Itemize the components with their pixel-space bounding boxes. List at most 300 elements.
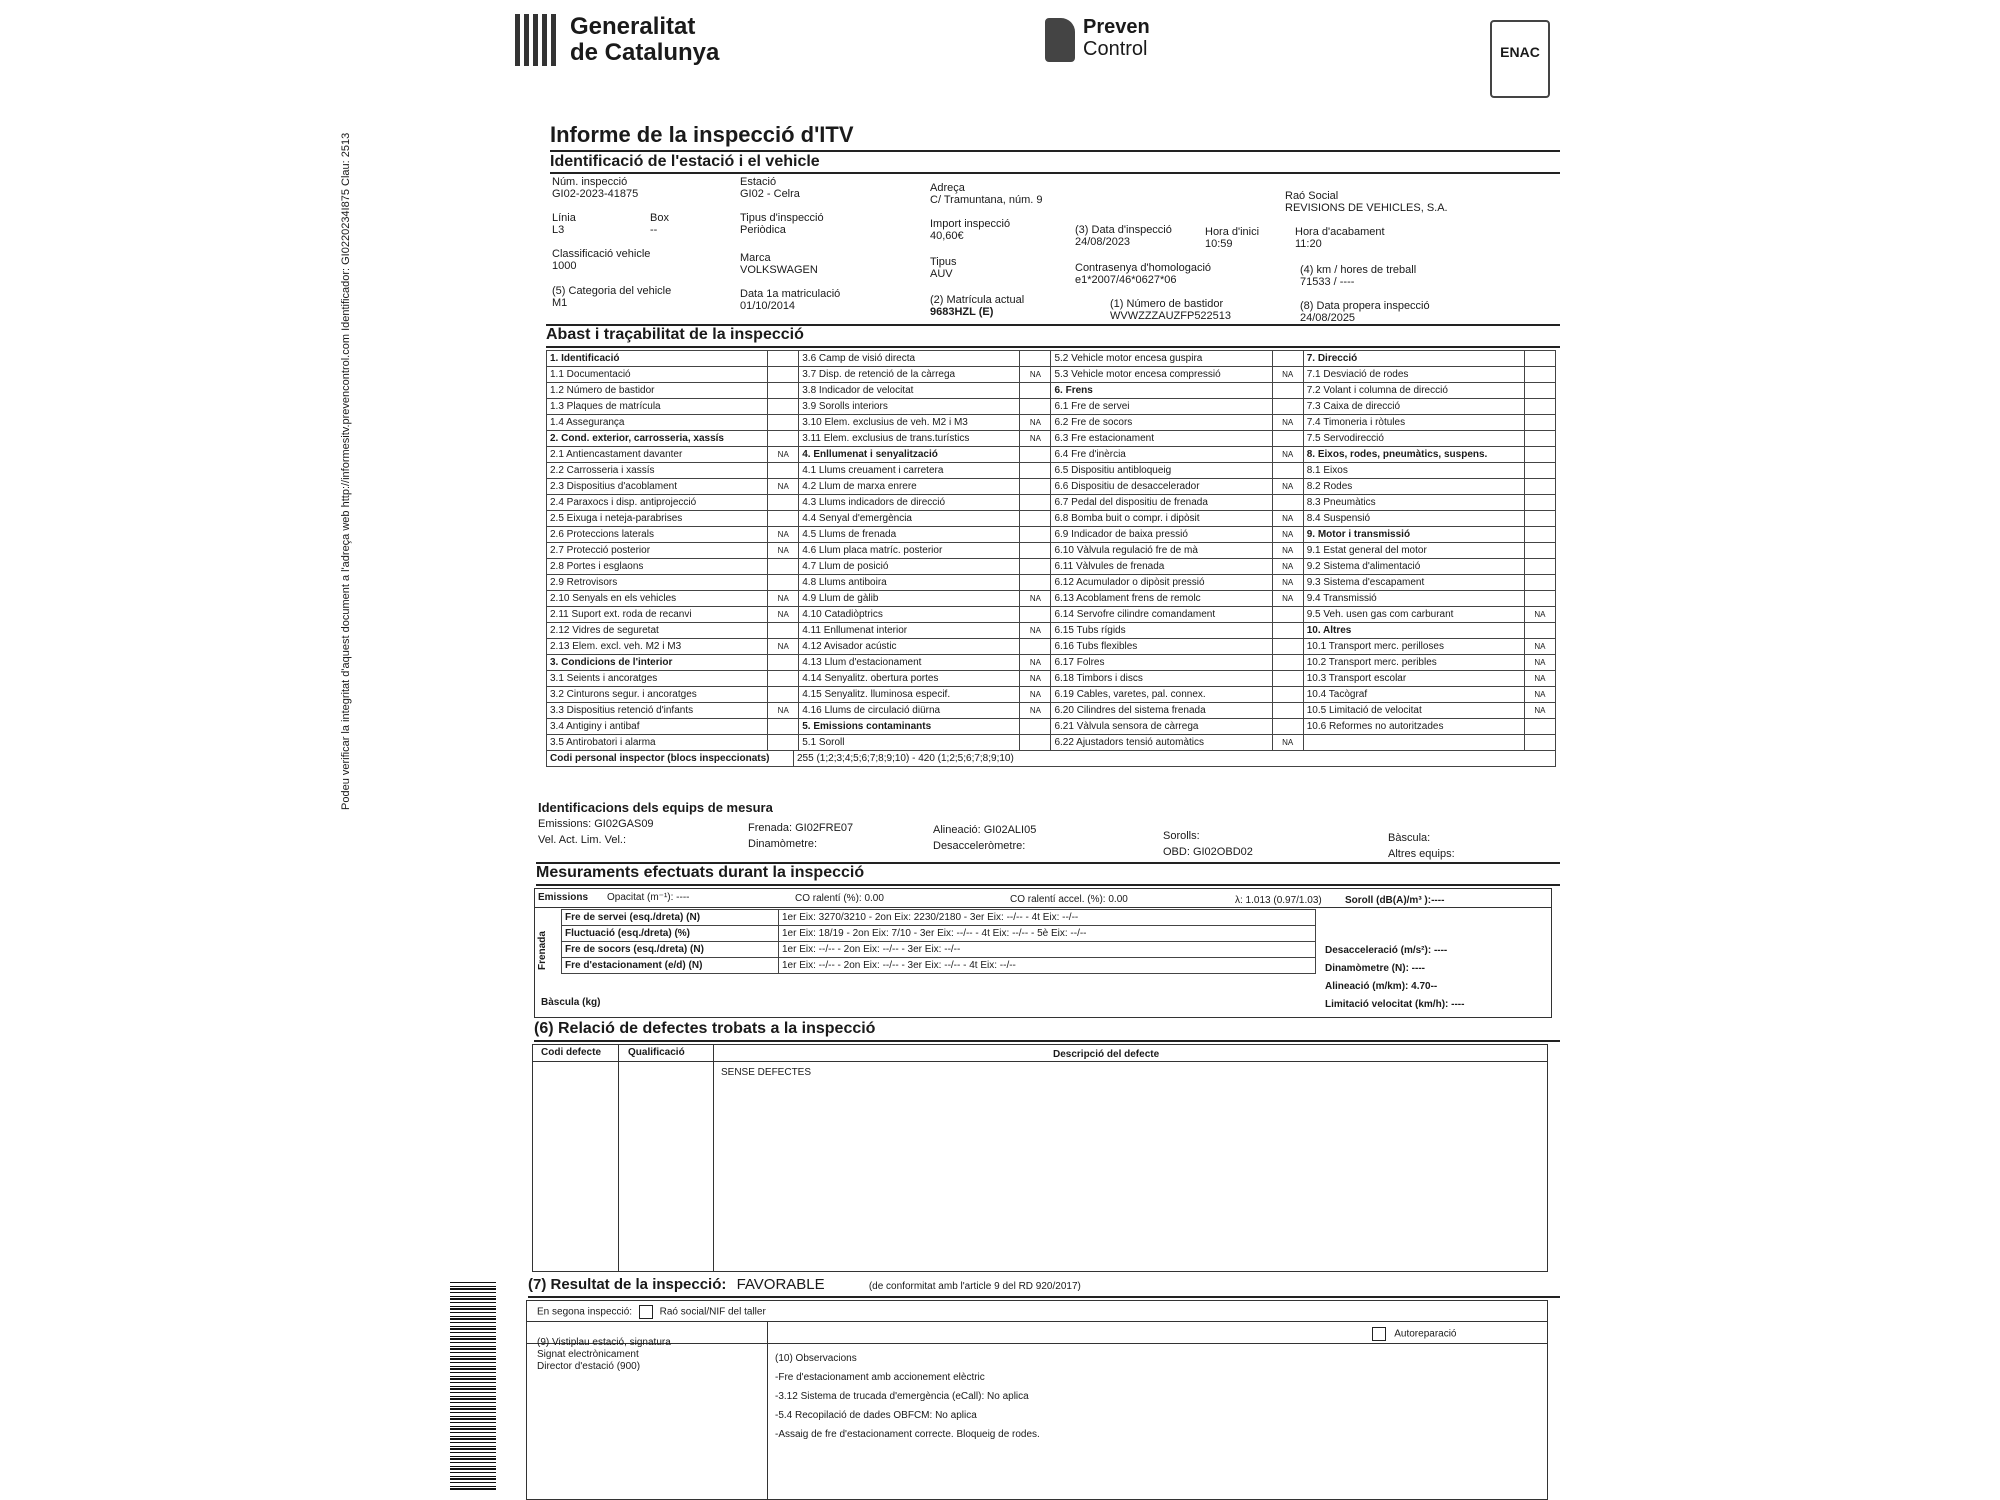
- field-hora-acabament: Hora d'acabament 11:20: [1295, 226, 1385, 250]
- scope-row: [547, 527, 1556, 543]
- scope-item: 9.3 Sistema d'escapament: [1303, 575, 1524, 591]
- preven-control-logo-icon: [1045, 18, 1075, 62]
- scope-item-na: [1272, 687, 1303, 703]
- scope-item: 9. Motor i transmissió: [1303, 527, 1524, 543]
- scope-item: 8.2 Rodes: [1303, 479, 1524, 495]
- autoreparacio-checkbox[interactable]: [1372, 1327, 1386, 1341]
- scope-item-na: NA: [1272, 575, 1303, 591]
- autoreparacio: Autoreparació: [1372, 1327, 1457, 1341]
- scope-row: [547, 607, 1556, 623]
- scope-row: [547, 351, 1556, 367]
- scope-row: [547, 559, 1556, 575]
- scope-item: 5.1 Soroll: [799, 735, 1020, 751]
- inspector-value: 255 (1;2;3;4;5;6;7;8;9;10) - 420 (1;2;5;6;7;8;9;10): [794, 751, 1556, 767]
- scope-row: [547, 431, 1556, 447]
- scope-item: 3.5 Antirobatori i alarma: [547, 735, 768, 751]
- col-descripcio: Descripció del defecte: [1053, 1049, 1160, 1060]
- scope-item: 7.4 Timoneria i ròtules: [1303, 415, 1524, 431]
- scope-item: 7.5 Servodirecció: [1303, 431, 1524, 447]
- scope-item: 6.15 Tubs rígids: [1051, 623, 1272, 639]
- scope-item: 3.8 Indicador de velocitat: [799, 383, 1020, 399]
- scope-row: [547, 671, 1556, 687]
- scope-item: 3.6 Camp de visió directa: [799, 351, 1020, 367]
- scope-item: 10.6 Reformes no autoritzades: [1303, 719, 1524, 735]
- scope-item: 5.2 Vehicle motor encesa guspira: [1051, 351, 1272, 367]
- scope-item-na: NA: [1524, 703, 1555, 719]
- scope-item-na: NA: [1524, 639, 1555, 655]
- scope-item-na: [768, 687, 799, 703]
- scope-row: [547, 415, 1556, 431]
- scope-item-na: [1020, 607, 1051, 623]
- scope-row: [547, 703, 1556, 719]
- scope-item-na: [1524, 351, 1555, 367]
- scope-item-na: [1272, 655, 1303, 671]
- scope-item-na: [1524, 591, 1555, 607]
- scope-item: 4.11 Enllumenat interior: [799, 623, 1020, 639]
- scope-item-na: [1020, 351, 1051, 367]
- scope-item: 4.16 Llums de circulació diürna: [799, 703, 1020, 719]
- scope-item: 4.3 Llums indicadors de direcció: [799, 495, 1020, 511]
- scope-item-na: NA: [1020, 655, 1051, 671]
- scope-item-na: [1272, 431, 1303, 447]
- scope-item: 6.4 Fre d'inèrcia: [1051, 447, 1272, 463]
- scope-item-na: [768, 655, 799, 671]
- scope-item-na: [1524, 463, 1555, 479]
- scope-row: [547, 735, 1556, 751]
- scope-item: 1. Identificació: [547, 351, 768, 367]
- scope-item-na: [1020, 495, 1051, 511]
- scope-item-na: [768, 351, 799, 367]
- scope-item-na: [1272, 351, 1303, 367]
- scope-item: 2.7 Protecció posterior: [547, 543, 768, 559]
- field-num-inspeccio: Núm. inspecció GI02-2023-41875: [552, 176, 639, 200]
- scope-table: [546, 350, 1556, 751]
- scope-item-na: NA: [768, 639, 799, 655]
- scope-item: 2.12 Vidres de seguretat: [547, 623, 768, 639]
- scope-item: 2.11 Suport ext. roda de recanvi: [547, 607, 768, 623]
- scope-item: 3.9 Sorolls interiors: [799, 399, 1020, 415]
- scope-item-na: NA: [768, 703, 799, 719]
- scope-grid: [546, 350, 1556, 767]
- field-marca: Marca VOLKSWAGEN: [740, 252, 818, 276]
- scope-item-na: [1524, 495, 1555, 511]
- field-tipus: Tipus AUV: [930, 256, 957, 280]
- scope-item-na: [768, 623, 799, 639]
- scope-item-na: [768, 463, 799, 479]
- second-inspection: En segona inspecció: Raó social/NIF del taller: [537, 1306, 766, 1318]
- scope-item: 4.4 Senyal d'emergència: [799, 511, 1020, 527]
- equipment-frenada: Frenada: GI02FRE07: [748, 822, 854, 834]
- scope-item: 5.3 Vehicle motor encesa compressió: [1051, 367, 1272, 383]
- scope-item: 1.2 Número de bastidor: [547, 383, 768, 399]
- field-propera: (8) Data propera inspecció 24/08/2025: [1300, 300, 1430, 324]
- emissions-row: Emissions Opacitat (m⁻¹): ---- CO ralentí (%): 0.00 CO ralentí accel. (%): 0.00 λ: 1.013 (0.97/1.03) Soroll (dB(A)/m³ ):----: [535, 889, 1551, 908]
- scope-item-na: [1524, 431, 1555, 447]
- scope-item-na: NA: [1272, 527, 1303, 543]
- scope-item: 3. Condicions de l'interior: [547, 655, 768, 671]
- scope-item-na: [1524, 559, 1555, 575]
- field-box: Box --: [650, 212, 669, 236]
- preven-control-name: [1083, 16, 1150, 60]
- scope-item: 4.9 Llum de gàlib: [799, 591, 1020, 607]
- scope-item-na: [1272, 383, 1303, 399]
- scope-item-na: NA: [1272, 447, 1303, 463]
- field-data-matriculacio: Data 1a matriculació 01/10/2014: [740, 288, 841, 312]
- equipment-list: [538, 818, 1558, 858]
- result-line: (7) Resultat de la inspecció: FAVORABLE (de conformitat amb l'article 9 del RD 920/2017): [528, 1276, 1081, 1293]
- defects-heading: (6) Relació de defectes trobats a la inspecció: [534, 1020, 876, 1037]
- field-linia: Línia L3: [552, 212, 576, 236]
- scope-item: 10. Altres: [1303, 623, 1524, 639]
- brake-rows: Fre de servei (esq./dreta) (N) 1er Eix: 3270/3210 - 2on Eix: 2230/2180 - 3er Eix: --/-- - 4t Eix: --/-- Fluctuació (esq./dreta) (%) 1er Eix: 18/19 - 2on Eix: 7/10 - 3er Eix: --/-- - 4t Eix: --/-- - 5è Eix: --/-- Fre de socors (esq./dreta) (N) 1er Eix: --/-- - 2on Eix: --/-- - 3er Eix: --/-- Fre d'estacionament (e/d) (N) 1er Eix: --/-- - 2on Eix: --/-- - 3er Eix: --/-- - 4t Eix: --/--: [561, 909, 1316, 974]
- scope-row: [547, 655, 1556, 671]
- scope-item-na: NA: [1020, 687, 1051, 703]
- scope-item-na: [768, 399, 799, 415]
- scope-item-na: NA: [1524, 671, 1555, 687]
- scope-item: 4.12 Avisador acústic: [799, 639, 1020, 655]
- scope-item-na: NA: [1020, 415, 1051, 431]
- field-km: (4) km / hores de treball 71533 / ----: [1300, 264, 1417, 288]
- scope-item: 10.4 Tacògraf: [1303, 687, 1524, 703]
- scope-item-na: NA: [1020, 671, 1051, 687]
- scope-item-na: [1524, 367, 1555, 383]
- field-data-inspeccio: (3) Data d'inspecció 24/08/2023: [1075, 224, 1172, 248]
- scope-item: 2.10 Senyals en els vehicles: [547, 591, 768, 607]
- scope-item: 4.10 Catadiòptrics: [799, 607, 1020, 623]
- field-bastidor: (1) Número de bastidor WVWZZZAUZFP522513: [1110, 298, 1232, 322]
- scope-item-na: NA: [1272, 543, 1303, 559]
- scope-item: 4.7 Llum de posició: [799, 559, 1020, 575]
- page-title: Informe de la inspecció d'ITV: [550, 122, 854, 147]
- scope-item: 8.3 Pneumàtics: [1303, 495, 1524, 511]
- scope-item-na: [1524, 719, 1555, 735]
- equipment-desacc: Desacceleròmetre:: [933, 840, 1026, 852]
- scope-item: 4.5 Llums de frenada: [799, 527, 1020, 543]
- scope-item-na: NA: [1524, 687, 1555, 703]
- scope-item-na: [1524, 543, 1555, 559]
- scope-item-na: [768, 367, 799, 383]
- scope-item-na: [1272, 463, 1303, 479]
- scope-item-na: NA: [1272, 735, 1303, 751]
- scope-item-na: NA: [768, 527, 799, 543]
- bascula-label: Bàscula (kg): [541, 997, 601, 1008]
- scope-row: [547, 719, 1556, 735]
- company-line2: Control: [1083, 38, 1148, 60]
- scope-item: 2.13 Elem. excl. veh. M2 i M3: [547, 639, 768, 655]
- scope-row: [547, 623, 1556, 639]
- scope-item: 2.6 Proteccions laterals: [547, 527, 768, 543]
- scope-item-na: NA: [1020, 623, 1051, 639]
- scope-item: 6.16 Tubs flexibles: [1051, 639, 1272, 655]
- identification-heading: Identificació de l'estació i el vehicle: [550, 153, 820, 170]
- scope-item: 3.1 Seients i ancoratges: [547, 671, 768, 687]
- scope-item: 7.1 Desviació de rodes: [1303, 367, 1524, 383]
- field-matricula: (2) Matrícula actual 9683HZL (E): [930, 294, 1025, 318]
- scope-item: 1.4 Assegurança: [547, 415, 768, 431]
- scope-item-na: [768, 559, 799, 575]
- scope-item-na: [1020, 559, 1051, 575]
- scope-item: 4.2 Llum de marxa enrere: [799, 479, 1020, 495]
- scope-item: [1303, 735, 1524, 751]
- scope-item: 6.18 Timbors i discs: [1051, 671, 1272, 687]
- field-rao-social: Raó Social REVISIONS DE VEHICLES, S.A.: [1285, 190, 1448, 214]
- scope-row: [547, 591, 1556, 607]
- scope-item-na: [1020, 735, 1051, 751]
- scope-item: 2.3 Dispositius d'acoblament: [547, 479, 768, 495]
- scope-item: 2.8 Portes i esglaons: [547, 559, 768, 575]
- scope-item-na: [1524, 447, 1555, 463]
- scope-item-na: [1524, 527, 1555, 543]
- scope-item-na: [1020, 463, 1051, 479]
- scope-item: 4.6 Llum placa matríc. posterior: [799, 543, 1020, 559]
- scope-item: 6. Frens: [1051, 383, 1272, 399]
- signature-block: (9) Vistiplau estació, signatura Signat electrònicament Director d'estació (900): [537, 1337, 671, 1372]
- scope-item: 2.9 Retrovisors: [547, 575, 768, 591]
- scope-row: [547, 543, 1556, 559]
- scope-item-na: NA: [1020, 431, 1051, 447]
- scope-item: 6.17 Folres: [1051, 655, 1272, 671]
- scope-item: 6.7 Pedal del dispositiu de frenada: [1051, 495, 1272, 511]
- scope-item: 4.14 Senyalitz. obertura portes: [799, 671, 1020, 687]
- scope-item-na: [1020, 447, 1051, 463]
- scope-item-na: [1272, 399, 1303, 415]
- scope-item-na: [1020, 719, 1051, 735]
- scope-item-na: [1524, 735, 1555, 751]
- scope-row: [547, 575, 1556, 591]
- scope-item: 6.5 Dispositiu antibloqueig: [1051, 463, 1272, 479]
- scope-item: 2.2 Carrosseria i xassís: [547, 463, 768, 479]
- scope-item: 10.2 Transport merc. peribles: [1303, 655, 1524, 671]
- scope-item-na: [768, 575, 799, 591]
- measurements-right: Desacceleració (m/s²): ---- Dinamòmetre (N): ---- Alineació (m/km): 4.70-- Limitació velocitat (km/h): ----: [1325, 945, 1465, 1010]
- scope-item-na: NA: [768, 447, 799, 463]
- field-homologacio: Contrasenya d'homologació e1*2007/46*0627*06: [1075, 262, 1212, 286]
- scope-item: 7. Direcció: [1303, 351, 1524, 367]
- scope-item: 3.4 Antiginy i antibaf: [547, 719, 768, 735]
- scope-item-na: [1020, 543, 1051, 559]
- scope-item-na: [768, 735, 799, 751]
- field-adreca: Adreça C/ Tramuntana, núm. 9: [930, 182, 1043, 206]
- scope-item: 8. Eixos, rodes, pneumàtics, suspens.: [1303, 447, 1524, 463]
- barcode-icon: [450, 1280, 496, 1490]
- scope-item: 6.6 Dispositiu de desaccelerador: [1051, 479, 1272, 495]
- scope-item: 8.4 Suspensió: [1303, 511, 1524, 527]
- scope-row: [547, 463, 1556, 479]
- scope-item-na: NA: [1524, 607, 1555, 623]
- scope-item-na: NA: [768, 543, 799, 559]
- scope-item-na: [1524, 479, 1555, 495]
- scope-item: 3.2 Cinturons segur. i ancoratges: [547, 687, 768, 703]
- scope-row: [547, 447, 1556, 463]
- equipment-bascula: Bàscula:: [1388, 832, 1431, 844]
- scope-item: 6.20 Cilindres del sistema frenada: [1051, 703, 1272, 719]
- scope-item: 10.3 Transport escolar: [1303, 671, 1524, 687]
- scope-item-na: [1524, 575, 1555, 591]
- scope-item: 2.1 Antiencastament davanter: [547, 447, 768, 463]
- field-tipus-inspeccio: Tipus d'inspecció Periòdica: [740, 212, 824, 236]
- field-categoria: (5) Categoria del vehicle M1: [552, 285, 672, 309]
- scope-item: 1.1 Documentació: [547, 367, 768, 383]
- scope-item-na: [1020, 511, 1051, 527]
- scope-item: 4.13 Llum d'estacionament: [799, 655, 1020, 671]
- scope-item: 7.2 Volant i columna de direcció: [1303, 383, 1524, 399]
- scope-item: 10.1 Transport merc. perilloses: [1303, 639, 1524, 655]
- scope-item: 2.5 Eixuga i neteja-parabrises: [547, 511, 768, 527]
- scope-item: 2.4 Paraxocs i disp. antiprojecció: [547, 495, 768, 511]
- org-line2: de Catalunya: [570, 39, 720, 66]
- scope-item-na: [768, 431, 799, 447]
- equipment-altres: Altres equips:: [1388, 848, 1455, 860]
- scope-item: 6.10 Vàlvula regulació fre de mà: [1051, 543, 1272, 559]
- scope-row: [547, 511, 1556, 527]
- scope-item: 3.10 Elem. exclusius de veh. M2 i M3: [799, 415, 1020, 431]
- scope-row: [547, 687, 1556, 703]
- scope-item-na: [1272, 719, 1303, 735]
- scope-item: 3.7 Disp. de retenció de la càrrega: [799, 367, 1020, 383]
- scope-item: 4. Enllumenat i senyalització: [799, 447, 1020, 463]
- org-line1: Generalitat: [570, 13, 696, 40]
- equipment-heading: Identificacions dels equips de mesura: [538, 800, 773, 815]
- scope-item-na: NA: [1272, 559, 1303, 575]
- result-box: [526, 1300, 1548, 1500]
- second-inspection-checkbox[interactable]: [639, 1305, 653, 1319]
- scope-item: 6.14 Servofre cilindre comandament: [1051, 607, 1272, 623]
- scope-row: [547, 479, 1556, 495]
- equipment-emissions: Emissions: GI02GAS09: [538, 818, 654, 830]
- scope-item: 6.2 Fre de socors: [1051, 415, 1272, 431]
- scope-item: 10.5 Limitació de velocitat: [1303, 703, 1524, 719]
- observations: (10) Observacions -Fre d'estacionament amb accionement elèctric -3.12 Sistema de trucada d'emergència (eCall): No aplica -5.4 Recopilació de dades OBFCM: No aplica -Assaig de fre d'estacionament correcte. Bloqueig de rodes.: [775, 1353, 1040, 1440]
- scope-item: 8.1 Eixos: [1303, 463, 1524, 479]
- scope-item: 6.1 Fre de servei: [1051, 399, 1272, 415]
- scope-item-na: [1272, 607, 1303, 623]
- scope-row: [547, 399, 1556, 415]
- company-line1: Preven: [1083, 16, 1150, 38]
- scope-item-na: [1020, 527, 1051, 543]
- col-codi-defecte: Codi defecte: [541, 1047, 602, 1058]
- scope-item: 6.8 Bomba buit o compr. i dipòsit: [1051, 511, 1272, 527]
- enac-label: ENAC: [1500, 44, 1540, 60]
- scope-item-na: NA: [1524, 655, 1555, 671]
- scope-row: [547, 639, 1556, 655]
- scope-item-na: [768, 671, 799, 687]
- scope-item-na: [768, 415, 799, 431]
- scope-item-na: [1272, 623, 1303, 639]
- scope-item: 3.3 Dispositius retenció d'infants: [547, 703, 768, 719]
- measurements-box: [534, 888, 1552, 1018]
- scope-item: 6.11 Vàlvules de frenada: [1051, 559, 1272, 575]
- equipment-obd: OBD: GI02OBD02: [1163, 846, 1253, 858]
- scope-item-na: [768, 719, 799, 735]
- scope-item-na: [1272, 671, 1303, 687]
- scope-item-na: NA: [1272, 511, 1303, 527]
- generalitat-name: [570, 14, 719, 66]
- verification-note: Podeu verificar la integritat d'aquest document a l'adreça web http://informesitv.prevencontrol.com Identificador: GI0220234I875 Clau: 2513: [340, 132, 352, 810]
- scope-item-na: [768, 495, 799, 511]
- defects-box: [532, 1044, 1548, 1272]
- scope-item-na: [1272, 495, 1303, 511]
- scope-item-na: NA: [768, 607, 799, 623]
- scope-item-na: [1524, 511, 1555, 527]
- scope-item-na: NA: [768, 591, 799, 607]
- scope-item: 4.1 Llums creuament i carretera: [799, 463, 1020, 479]
- scope-item-na: NA: [1020, 367, 1051, 383]
- generalitat-logo-icon: [515, 14, 561, 66]
- scope-item: 3.11 Elem. exclusius de trans.turístics: [799, 431, 1020, 447]
- equipment-sorolls: Sorolls:: [1163, 830, 1200, 842]
- measurements-heading: Mesuraments efectuats durant la inspecció: [536, 864, 865, 881]
- field-estacio: Estació GI02 - Celra: [740, 176, 800, 200]
- scope-item-na: [1524, 415, 1555, 431]
- scope-item-na: [1020, 479, 1051, 495]
- scope-item-na: NA: [1272, 367, 1303, 383]
- result-value: FAVORABLE: [736, 1276, 825, 1293]
- scope-item-na: NA: [1272, 479, 1303, 495]
- scope-item-na: [768, 383, 799, 399]
- scope-item-na: [1524, 623, 1555, 639]
- scope-item: 7.3 Caixa de direcció: [1303, 399, 1524, 415]
- scope-item-na: [1020, 575, 1051, 591]
- scope-item-na: [1020, 639, 1051, 655]
- scope-row: [547, 367, 1556, 383]
- scope-item-na: [1272, 703, 1303, 719]
- scope-item: 9.4 Transmissió: [1303, 591, 1524, 607]
- scope-item-na: [1020, 383, 1051, 399]
- equipment-vel-act: Vel. Act. Lim. Vel.:: [538, 834, 627, 846]
- scope-item-na: [768, 511, 799, 527]
- frenada-label: Frenada: [537, 931, 548, 971]
- scope-item: 6.22 Ajustadors tensió automàtics: [1051, 735, 1272, 751]
- scope-item: 6.13 Acoblament frens de remolc: [1051, 591, 1272, 607]
- scope-item-na: [1524, 399, 1555, 415]
- col-qualificacio: Qualificació: [628, 1047, 685, 1058]
- scope-item: 4.8 Llums antiboira: [799, 575, 1020, 591]
- scope-item: 9.2 Sistema d'alimentació: [1303, 559, 1524, 575]
- scope-item-na: NA: [1272, 415, 1303, 431]
- scope-item-na: NA: [1020, 703, 1051, 719]
- scope-item: 5. Emissions contaminants: [799, 719, 1020, 735]
- scope-item-na: NA: [1020, 591, 1051, 607]
- scope-item: 6.12 Acumulador o dipòsit pressió: [1051, 575, 1272, 591]
- inspection-report-page: [340, 0, 1570, 1500]
- enac-badge-icon: [1490, 20, 1550, 98]
- scope-heading: Abast i traçabilitat de la inspecció: [546, 326, 804, 343]
- scope-item-na: [1020, 399, 1051, 415]
- field-import: Import inspecció 40,60€: [930, 218, 1011, 242]
- equipment-alineacio: Alineació: GI02ALI05: [933, 824, 1037, 836]
- equipment-dinamometre: Dinamòmetre:: [748, 838, 818, 850]
- inspector-label: Codi personal inspector (blocs inspeccionats): [547, 751, 794, 767]
- defects-content: SENSE DEFECTES: [721, 1067, 812, 1078]
- field-classificacio: Classificació vehicle 1000: [552, 248, 651, 272]
- scope-item: 6.21 Vàlvula sensora de càrrega: [1051, 719, 1272, 735]
- scope-row: [547, 383, 1556, 399]
- scope-item: 1.3 Plaques de matrícula: [547, 399, 768, 415]
- scope-item: 9.1 Estat general del motor: [1303, 543, 1524, 559]
- scope-row: [547, 495, 1556, 511]
- scope-item: 6.19 Cables, varetes, pal. connex.: [1051, 687, 1272, 703]
- scope-item: 6.9 Indicador de baixa pressió: [1051, 527, 1272, 543]
- scope-item-na: [1272, 639, 1303, 655]
- scope-item-na: NA: [768, 479, 799, 495]
- field-hora-inici: Hora d'inici 10:59: [1205, 226, 1260, 250]
- scope-item: 4.15 Senyalitz. lluminosa especif.: [799, 687, 1020, 703]
- scope-item-na: NA: [1272, 591, 1303, 607]
- scope-item-na: [1524, 383, 1555, 399]
- scope-item: 2. Cond. exterior, carrosseria, xassís: [547, 431, 768, 447]
- scope-item: 9.5 Veh. usen gas com carburant: [1303, 607, 1524, 623]
- scope-item: 6.3 Fre estacionament: [1051, 431, 1272, 447]
